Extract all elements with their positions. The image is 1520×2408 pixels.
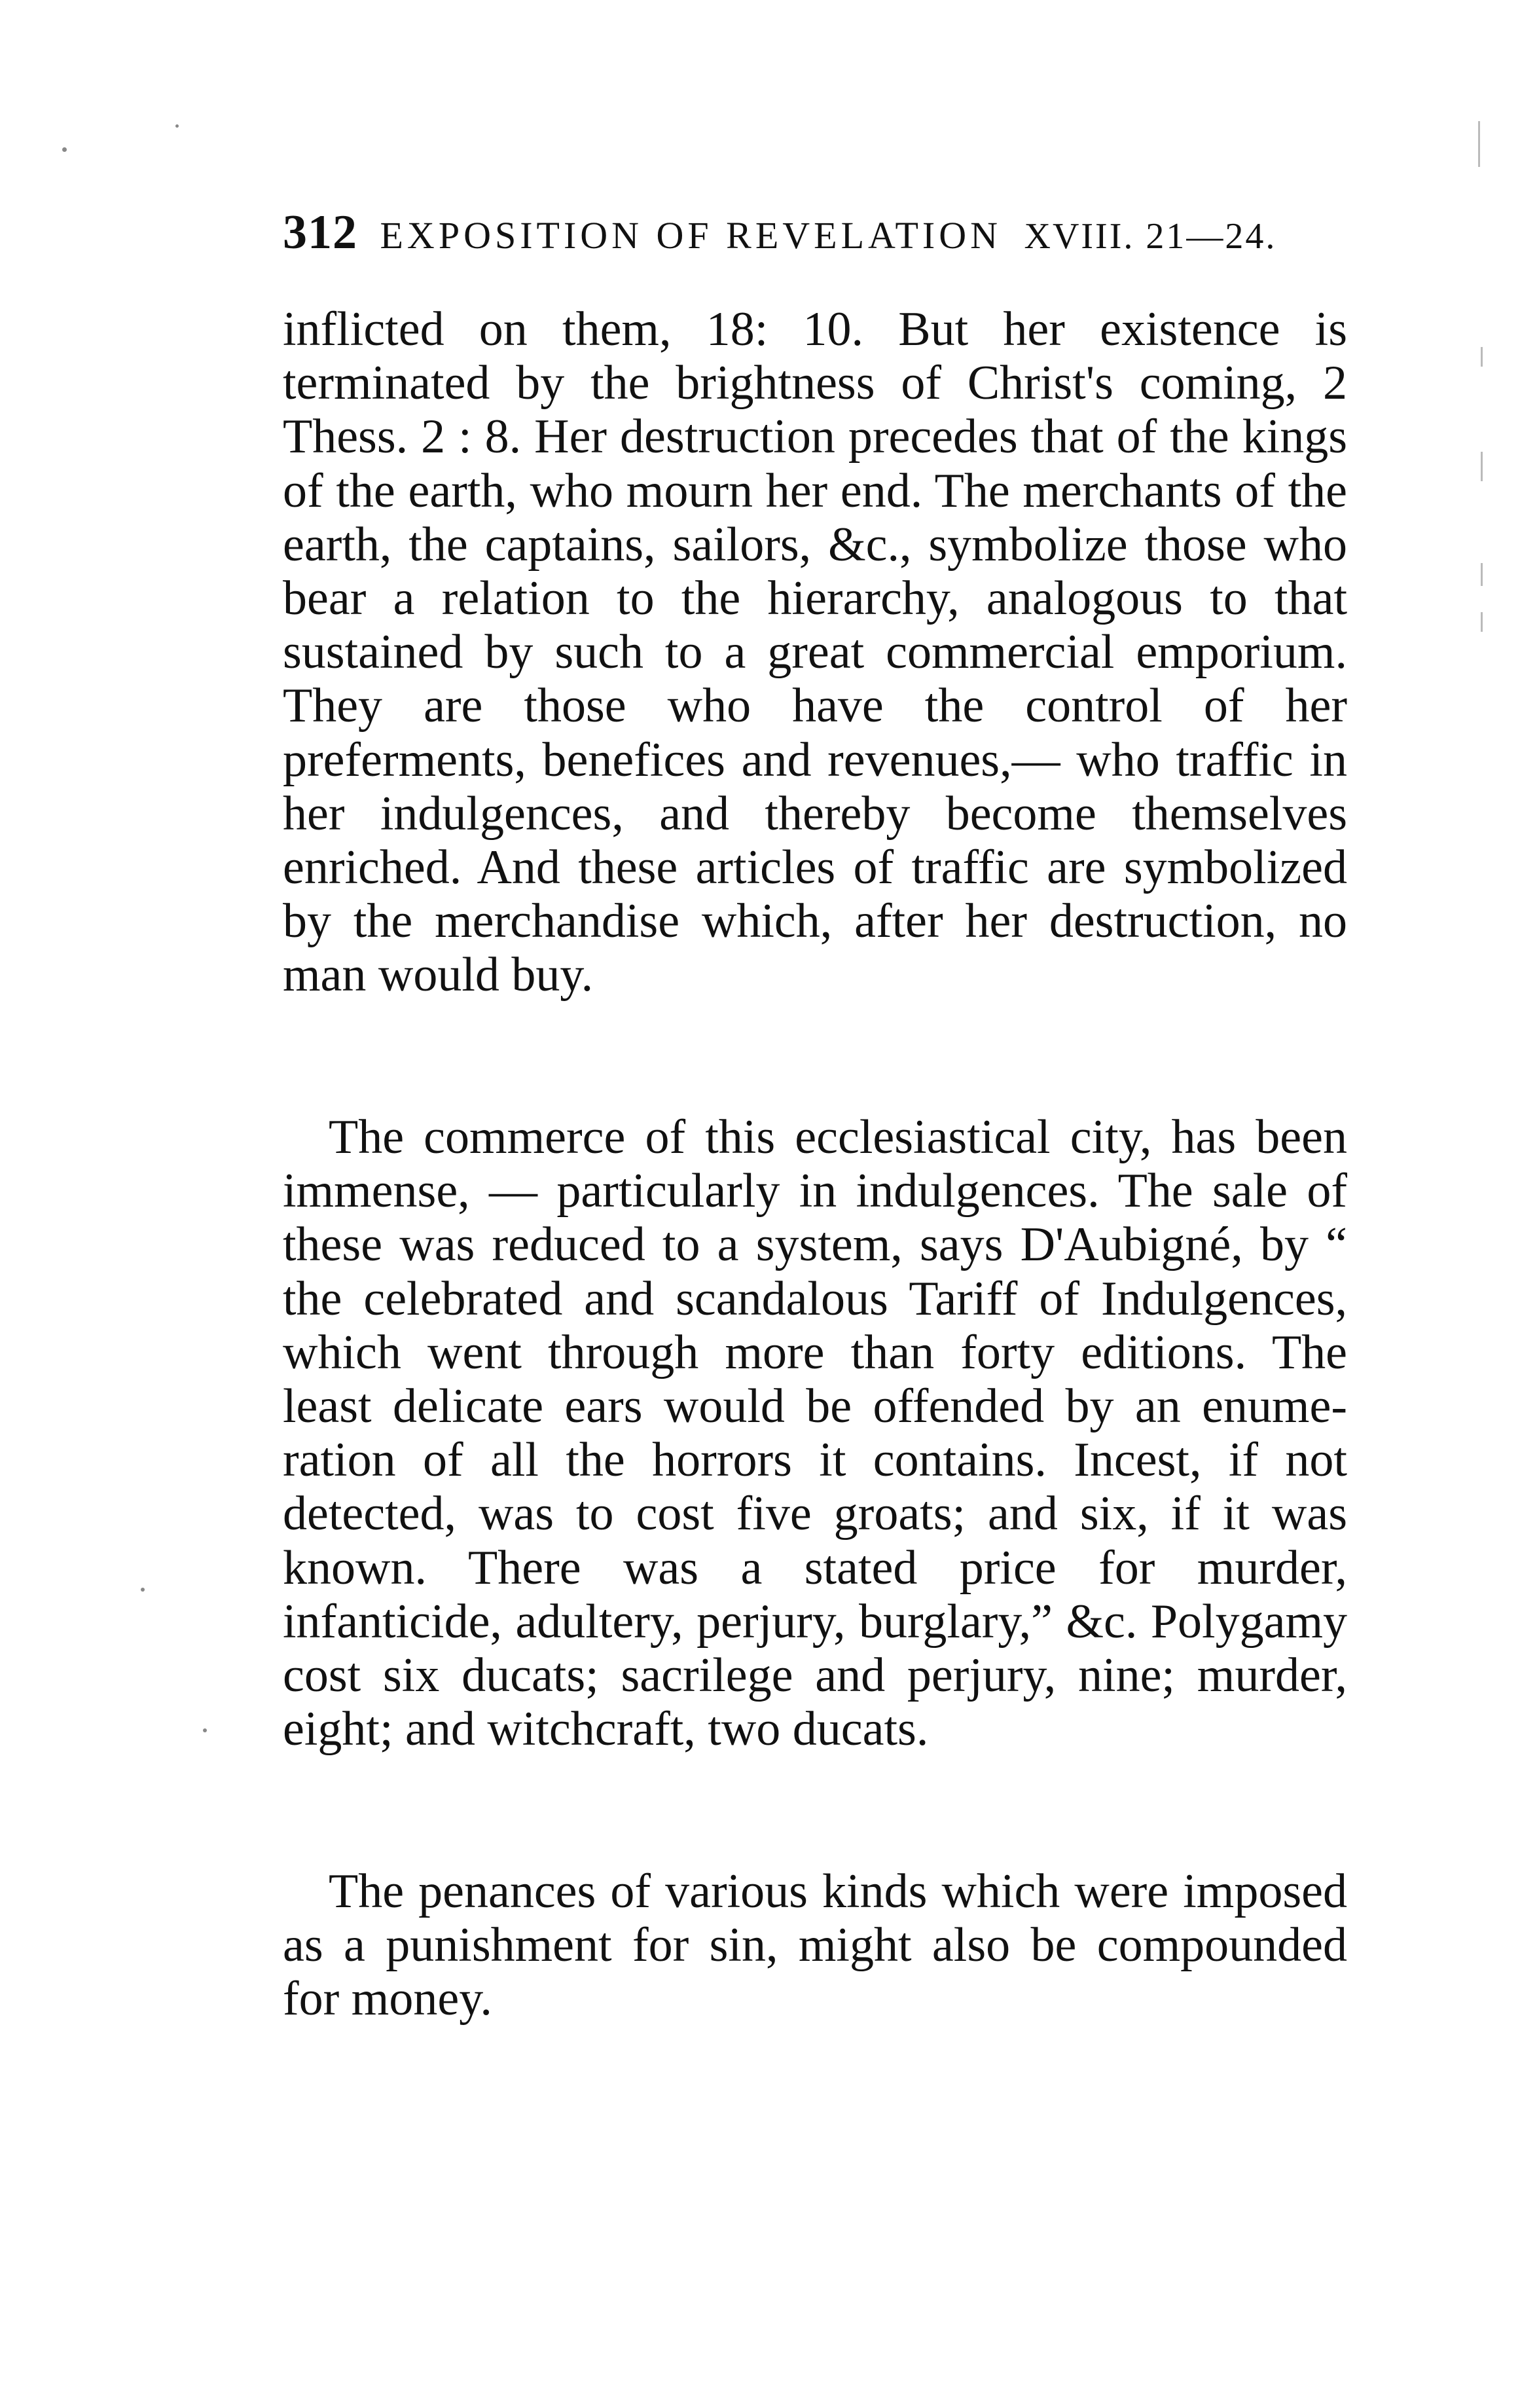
scan-speck bbox=[141, 1588, 145, 1592]
page-number: 312 bbox=[283, 206, 357, 259]
body-text bbox=[283, 302, 1347, 2026]
scan-edge-mark bbox=[1481, 612, 1483, 632]
scan-edge-mark bbox=[1481, 347, 1483, 367]
paragraph-3: The penances of various kinds which were imposed as a punishment for sin, might also be compounded for money. bbox=[283, 1865, 1347, 2026]
scan-speck bbox=[175, 124, 179, 128]
scan-speck bbox=[62, 147, 67, 152]
paragraph-1: inflicted on them, 18: 10. But her existence is terminated by the brightness of Christ's coming, 2 Thess. 2 : 8. Her destruction precedes that of the kings of the earth, who mourn her end. The merchants of the earth, the captains, sailors, &c., symbolize those who bear a relation to the hierarchy, analogous to that sustained by such to a great commercial emporium. They are those who have the control of her preferments, benefices and revenues,— who traffic in her indulgences, and thereby become themselves enriched. And these articles of traffic are symbolized by the merchandise which, after her destruction, no man would buy. bbox=[283, 302, 1347, 1002]
running-title: EXPOSITION OF REVELATION bbox=[380, 214, 1002, 257]
scan-edge-mark bbox=[1478, 121, 1480, 167]
scan-speck bbox=[203, 1728, 207, 1732]
scan-edge-mark bbox=[1481, 452, 1483, 481]
running-head bbox=[283, 203, 1330, 262]
chapter-verse-reference: XVIII. 21—24. bbox=[1024, 216, 1277, 257]
scan-edge-mark bbox=[1481, 563, 1483, 586]
paragraph-2: The commerce of this ecclesiastical city, has been immense, — particularly in indulgences. The sale of these was reduced to a system, says D'Aubigné, by “ the celebrated and scandalous Tariff of Indulgences, which went through more than forty editions. The least delicate ears would be offended by an enumeration of all the horrors it contains. Incest, if not detected, was to cost five groats; and six, if it was known. There was a stated price for murder, infanticide, adultery, perjury, burglary,” &c. Polygamy cost six ducats; sacrilege and perjury, nine; murder, eight; and witchcraft, two ducats. bbox=[283, 1110, 1347, 1757]
